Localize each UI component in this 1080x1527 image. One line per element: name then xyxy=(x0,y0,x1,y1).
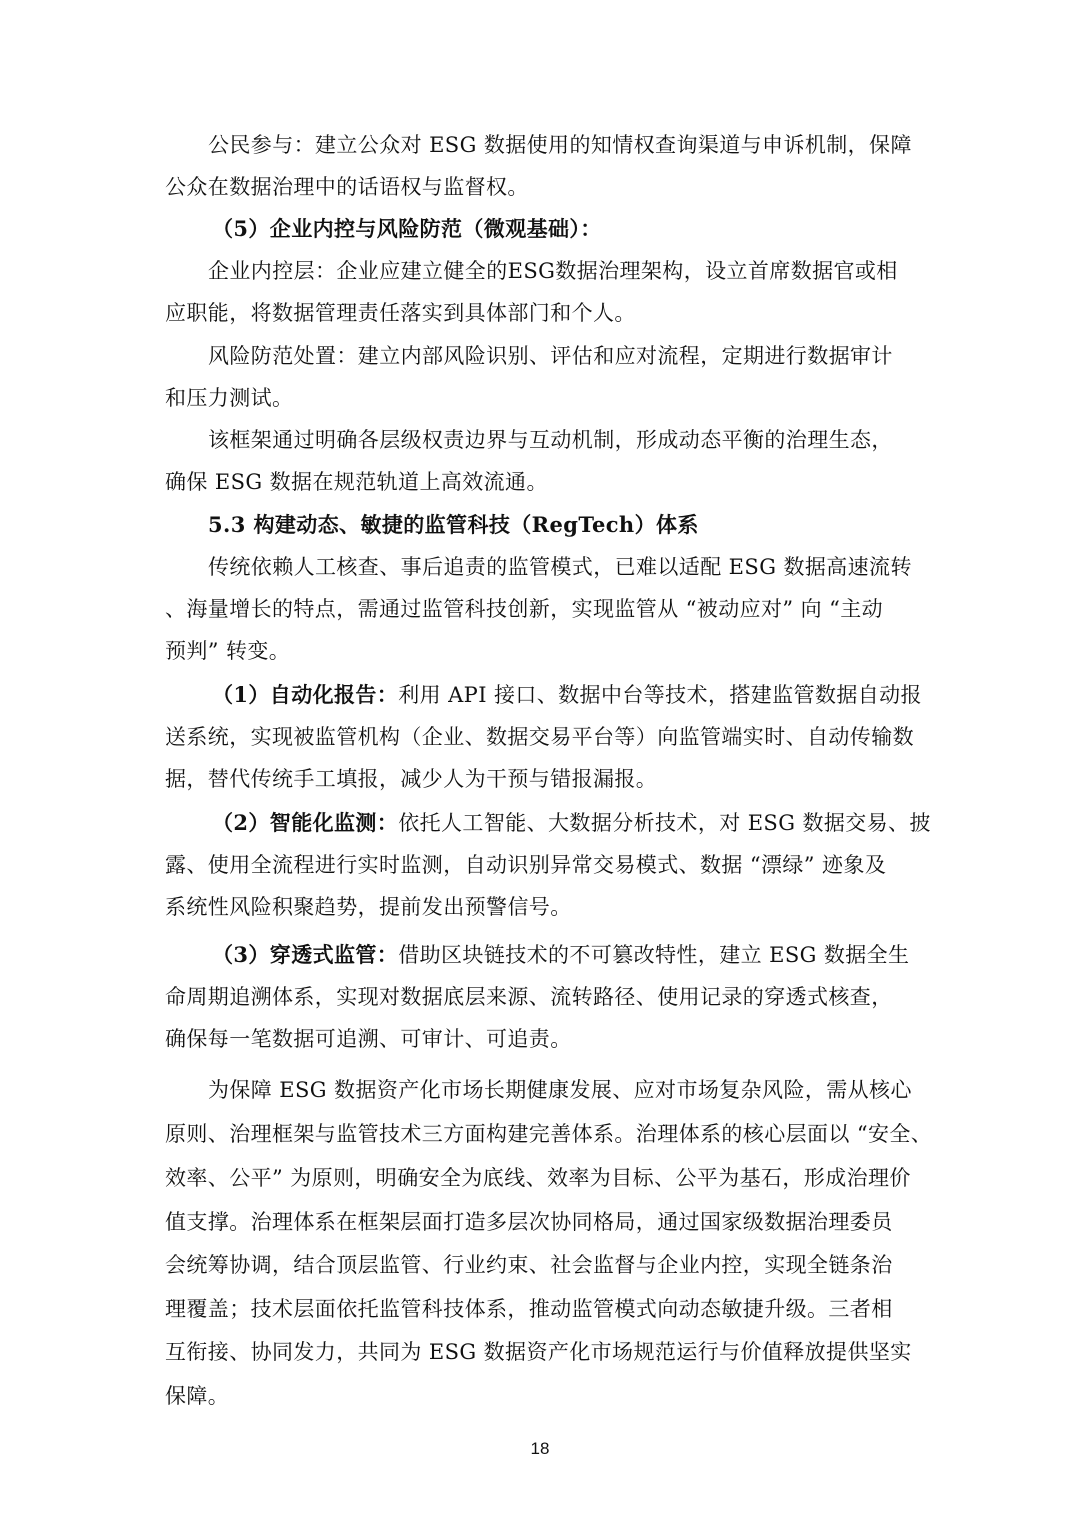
paragraph-line: 该框架通过明确各层级权责边界与互动机制，形成动态平衡的治理生态， xyxy=(208,428,893,452)
section-heading-5-3: 5.3 构建动态、敏捷的监管科技（RegTech）体系 xyxy=(208,512,699,537)
list-item-automated-reporting xyxy=(212,680,922,710)
paragraph-line: 系统性风险积聚趋势，提前发出预警信号。 xyxy=(165,895,572,919)
paragraph-line: 命周期追溯体系，实现对数据底层来源、流转路径、使用记录的穿透式核查， xyxy=(165,985,893,1009)
paragraph-line: 会统筹协调，结合顶层监管、行业约束、社会监督与企业内控，实现全链条治 xyxy=(165,1253,893,1277)
page-number: 18 xyxy=(530,1439,550,1458)
paragraph-line: 公众在数据治理中的话语权与监督权。 xyxy=(165,175,529,199)
paragraph-line: 值支撑。治理体系在框架层面打造多层次协同格局，通过国家级数据治理委员 xyxy=(165,1210,893,1234)
paragraph-line: 应职能，将数据管理责任落实到具体部门和个人。 xyxy=(165,301,636,325)
paragraph-line: 露、使用全流程进行实时监测，自动识别异常交易模式、数据 “漂绿” 迹象及 xyxy=(165,853,887,877)
list-item-text: 依托人工智能、大数据分析技术，对 ESG 数据交易、披 xyxy=(398,811,931,835)
paragraph-line: 为保障 ESG 数据资产化市场长期健康发展、应对市场复杂风险，需从核心 xyxy=(208,1078,912,1102)
paragraph-line: 确保每一笔数据可追溯、可审计、可追责。 xyxy=(165,1027,572,1051)
paragraph-line: 效率、公平” 为原则，明确安全为底线、效率为目标、公平为基石，形成治理价 xyxy=(165,1166,911,1190)
list-item-lead: （2）智能化监测： xyxy=(212,810,399,835)
list-item-lead: （1）自动化报告： xyxy=(212,682,399,707)
section-heading-5: （5）企业内控与风险防范（微观基础）： xyxy=(212,216,602,241)
paragraph-line: 据，替代传统手工填报，减少人为干预与错报漏报。 xyxy=(165,767,658,791)
paragraph-line: 、海量增长的特点，需通过监管科技创新，实现监管从 “被动应对” 向 “主动 xyxy=(165,597,884,621)
paragraph-line: 确保 ESG 数据在规范轨道上高效流通。 xyxy=(165,470,548,494)
paragraph-line: 传统依赖人工核查、事后追责的监管模式，已难以适配 ESG 数据高速流转 xyxy=(208,555,912,579)
list-item-intelligent-monitoring xyxy=(212,808,931,838)
paragraph-line: 保障。 xyxy=(165,1384,230,1408)
list-item-text: 借助区块链技术的不可篡改特性，建立 ESG 数据全生 xyxy=(398,943,910,967)
paragraph-line: 风险防范处置：建立内部风险识别、评估和应对流程，定期进行数据审计 xyxy=(208,344,893,368)
paragraph-line: 企业内控层：企业应建立健全的ESG数据治理架构，设立首席数据官或相 xyxy=(208,259,898,283)
paragraph-line: 互衔接、协同发力，共同为 ESG 数据资产化市场规范运行与价值释放提供坚实 xyxy=(165,1340,912,1364)
list-item-lead: （3）穿透式监管： xyxy=(212,942,399,967)
list-item-penetrating-supervision xyxy=(212,940,909,970)
paragraph-line: 原则、治理框架与监管技术三方面构建完善体系。治理体系的核心层面以 “安全、 xyxy=(165,1122,933,1146)
paragraph-line: 公民参与：建立公众对 ESG 数据使用的知情权查询渠道与申诉机制，保障 xyxy=(208,133,912,157)
list-item-text: 利用 API 接口、数据中台等技术，搭建监管数据自动报 xyxy=(398,683,922,707)
paragraph-line: 送系统，实现被监管机构（企业、数据交易平台等）向监管端实时、自动传输数 xyxy=(165,725,914,749)
paragraph-line: 预判” 转变。 xyxy=(165,639,291,663)
paragraph-line: 和压力测试。 xyxy=(165,386,294,410)
paragraph-line: 理覆盖；技术层面依托监管科技体系，推动监管模式向动态敏捷升级。三者相 xyxy=(165,1297,893,1321)
